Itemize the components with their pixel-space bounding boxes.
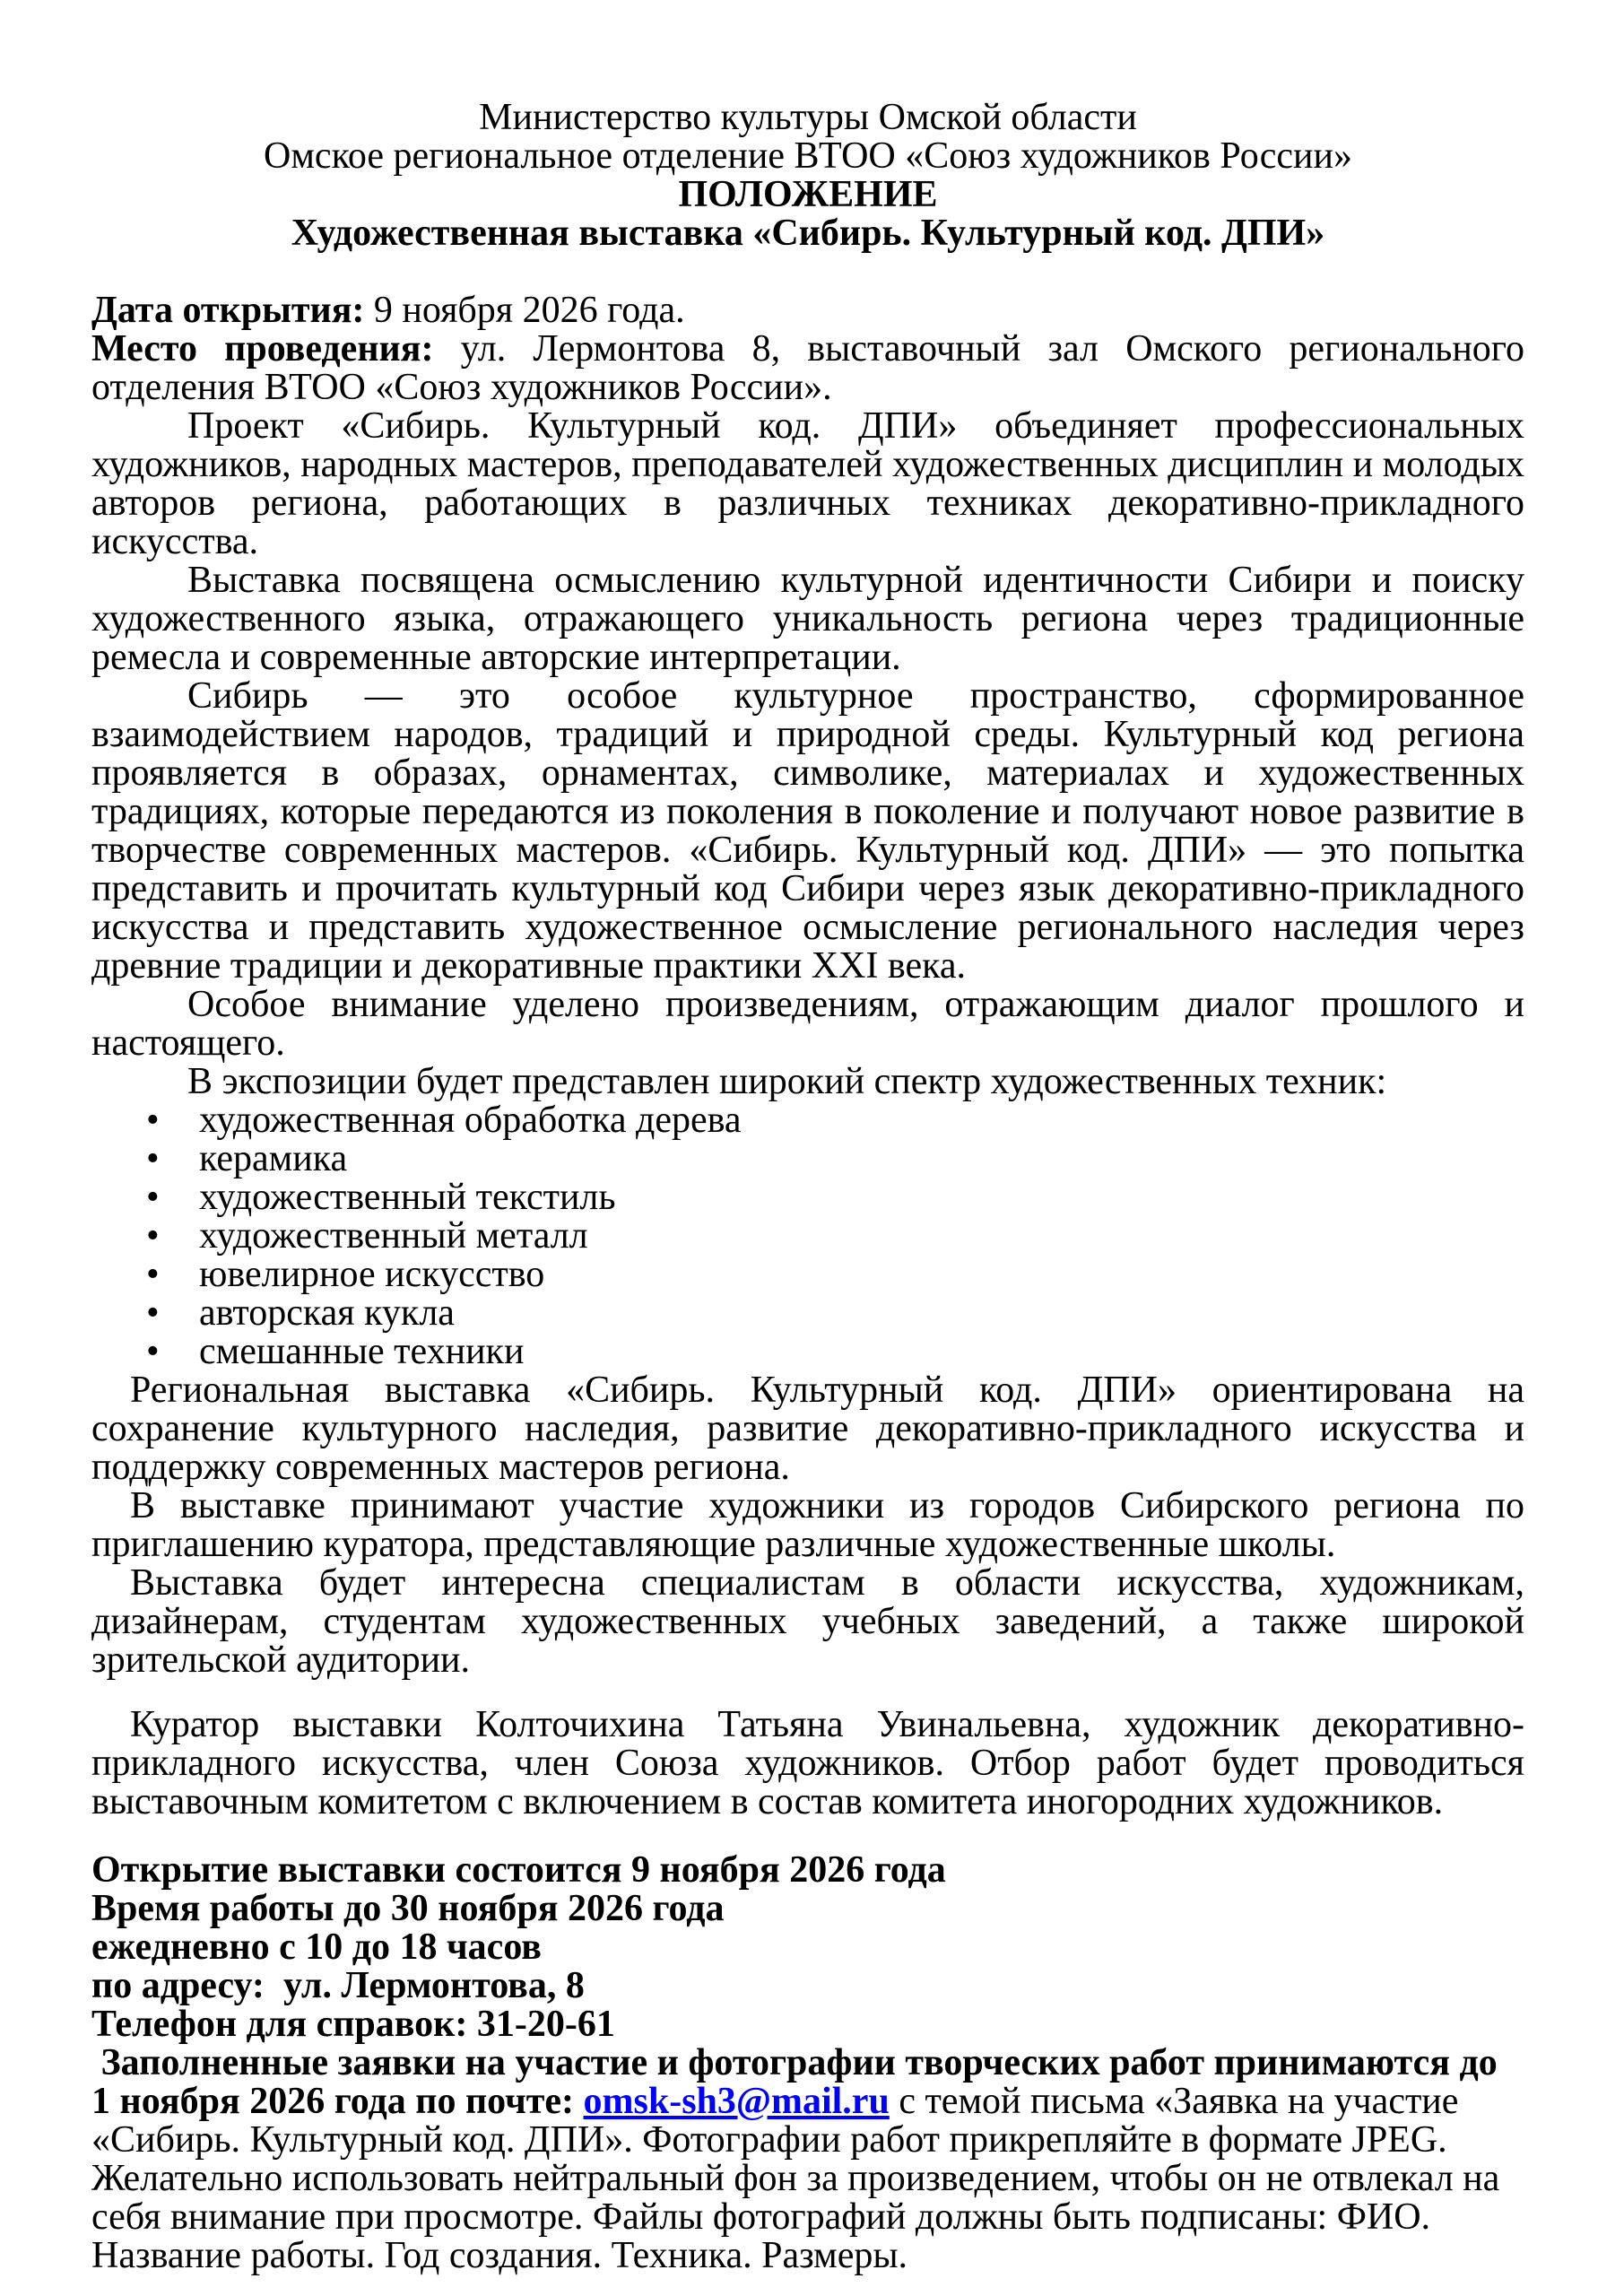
technique-label: художественная обработка дерева: [199, 1100, 742, 1141]
address-line: по адресу: ул. Лермонтова, 8: [91, 1965, 585, 2006]
venue-line: [91, 330, 1524, 407]
daily-hours-line: ежедневно с 10 до 18 часов: [91, 1926, 542, 1968]
technique-label: художественный текстиль: [199, 1177, 616, 1218]
technique-label: художественный металл: [199, 1215, 588, 1257]
spacer: [91, 1822, 1524, 1851]
paragraph-curator: Куратор выставки Колточихина Татьяна Увинальевна, художник декоративно-прикладного искусства, член Союза художников. Отбор работ будет проводиться выставочным комитетом с включением в состав комитета иногородних художников.: [91, 1704, 1524, 1822]
bullet-icon: •: [146, 1100, 160, 1141]
list-item: [91, 1333, 1524, 1371]
bullet-icon: •: [146, 1177, 160, 1218]
opening-date-line: [91, 291, 1524, 330]
list-item: [91, 1256, 1524, 1294]
paragraph-project: Проект «Сибирь. Культурный код. ДПИ» объединяет профессиональных художников, народных мастеров, преподавателей художественных дисциплин и молодых авторов региона, работающих в различных техниках декоративно-прикладного искусства.: [91, 405, 1524, 562]
spacer: [91, 1680, 1524, 1706]
bullet-icon: •: [146, 1292, 160, 1334]
technique-label: авторская кукла: [199, 1292, 455, 1334]
technique-label: смешанные техники: [199, 1331, 525, 1372]
submission-paragraph: [91, 2044, 1524, 2275]
spacer: [91, 253, 1524, 291]
doc-subtitle: Художественная выставка «Сибирь. Культурный код. ДПИ»: [291, 213, 1325, 254]
list-item: [91, 1178, 1524, 1217]
working-until-line: Время работы до 30 ноября 2026 года: [91, 1888, 725, 1929]
paragraph-audience: Выставка будет интересна специалистам в области искусства, художникам, дизайнерам, студентам художественных учебных заведений, а также широкой зрительской аудитории.: [91, 1562, 1524, 1681]
submission-bold-intro: Заполненные заявки на участие и фотографии творческих работ принимаются до 1 ноября 2026 года по почте:: [91, 2042, 1507, 2122]
paragraph-expo-intro: В экспозиции будет представлен широкий спектр художественных техник:: [187, 1061, 1387, 1102]
techniques-list: [91, 1101, 1524, 1371]
bullet-icon: •: [146, 1138, 160, 1179]
doc-title: ПОЛОЖЕНИЕ: [678, 174, 938, 215]
list-item: [91, 1101, 1524, 1140]
list-item: [91, 1140, 1524, 1178]
technique-label: ювелирное искусство: [199, 1254, 545, 1295]
paragraph-participants: В выставке принимают участие художники из городов Сибирского региона по приглашению куратора, представляющие различные художественные школы.: [91, 1485, 1524, 1565]
paragraph-attention: Особое внимание уделено произведениям, отражающим диалог прошлого и настоящего.: [91, 984, 1524, 1064]
org-line-1: Министерство культуры Омской области: [479, 97, 1137, 138]
bullet-icon: •: [146, 1254, 160, 1295]
opening-date-value: 9 ноября 2026 года.: [364, 290, 685, 331]
paragraph-siberia: Сибирь — это особое культурное пространство, сформированное взаимодействием народов, традиций и природной среды. Культурный код региона проявляется в образах, орнаментах, символике, материалах и художественных традициях, которые передаются из поколения в поколение и получают новое развитие в творчестве современных мастеров. «Сибирь. Культурный код. ДПИ» — это попытка представить и прочитать культурный код Сибири через язык декоративно-прикладного искусства и представить художественное осмысление регионального наследия через древние традиции и декоративные практики XXI века.: [91, 675, 1524, 987]
technique-label: керамика: [199, 1138, 348, 1179]
phone-line: Телефон для справок: 31-20-61: [91, 2004, 615, 2045]
visit-details-block: [91, 1851, 1524, 2044]
paragraph-regional: Региональная выставка «Сибирь. Культурный код. ДПИ» ориентирована на сохранение культурного наследия, развитие декоративно-прикладного искусства и поддержку современных мастеров региона.: [91, 1370, 1524, 1488]
org-line-2: Омское региональное отделение ВТОО «Союз художников России»: [264, 135, 1352, 177]
email-link[interactable]: omsk-sh3@mail.ru: [583, 2081, 890, 2122]
venue-value: ул. Лермонтова 8, выставочный зал Омского регионального отделения ВТОО «Союз художников России».: [91, 328, 1524, 408]
submission-rest: с темой письма «Заявка на участие «Сибирь. Культурный код. ДПИ». Фотографии работ прикрепляйте в формате JPEG. Желательно использовать нейтральный фон за произведением, чтобы он не отвлекал на себя внимание при просмотре. Файлы фотографий должны быть подписаны: ФИО. Название работы. Год создания. Техника. Размеры.: [91, 2081, 1509, 2276]
list-item: [91, 1294, 1524, 1333]
bullet-icon: •: [146, 1215, 160, 1257]
list-item: [91, 1217, 1524, 1256]
venue-label: Место проведения:: [91, 328, 434, 370]
bullet-icon: •: [146, 1331, 160, 1372]
paragraph-dedication: Выставка посвящена осмыслению культурной идентичности Сибири и поиску художественного языка, отражающего уникальность региона через традиционные ремесла и современные авторские интерпретации.: [91, 560, 1524, 678]
opening-line: Открытие выставки состоится 9 ноября 2026 года: [91, 1849, 946, 1891]
opening-date-label: Дата открытия:: [91, 290, 365, 331]
